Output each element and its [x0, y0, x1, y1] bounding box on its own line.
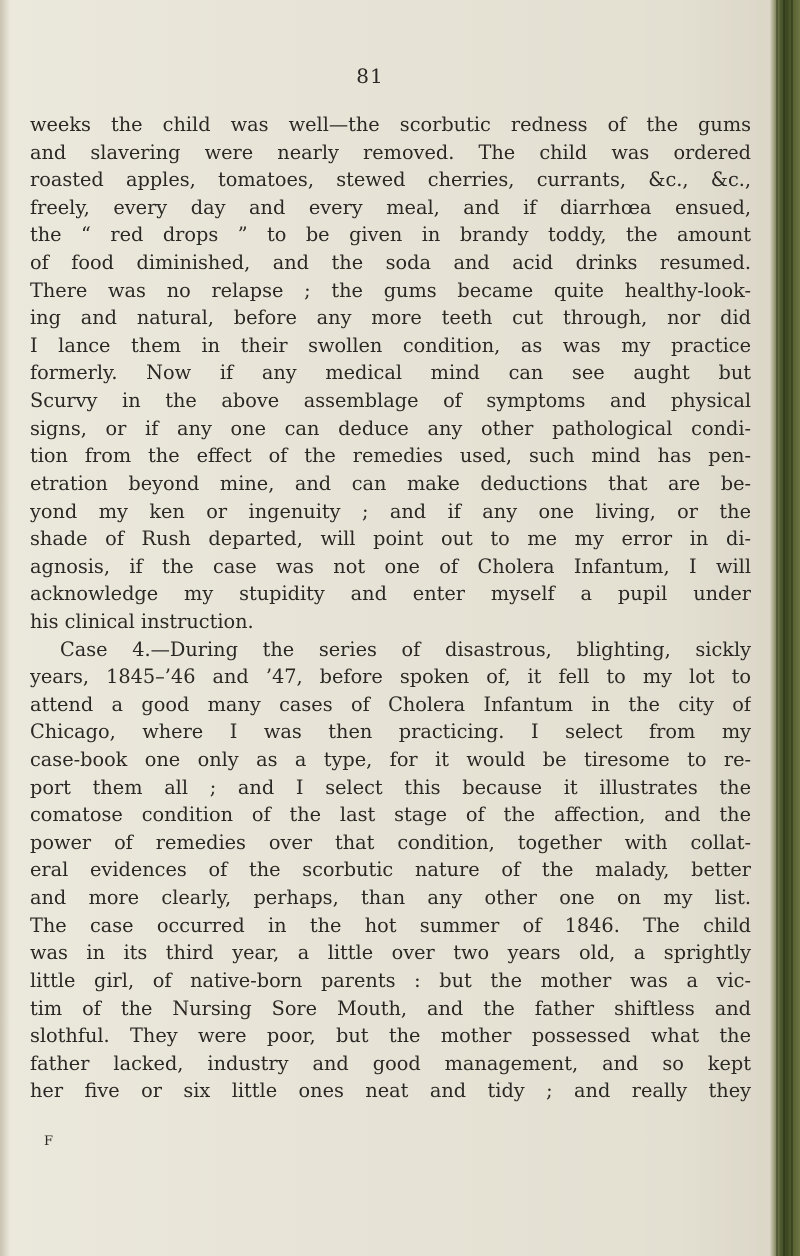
text-line: Case 4.—During the series of disastrous, blighting, sickly	[60, 637, 751, 661]
text-line: and slavering were nearly removed. The child was ordered	[30, 140, 751, 164]
text-line: Scurvy in the above assemblage of symptoms and physical	[30, 389, 751, 413]
text-line: port them all ; and I select this because it illustrates the	[30, 775, 751, 799]
text-line: eral evidences of the scorbutic nature of the malady, better	[30, 858, 751, 882]
text-line: agnosis, if the case was not one of Cholera Infantum, I will	[30, 554, 751, 578]
text-line: signs, or if any one can deduce any other pathological condi-	[30, 416, 751, 440]
text-line: I lance them in their swollen condition, as was my practice	[30, 333, 751, 357]
text-line: acknowledge my stupidity and enter myself a pupil under	[30, 582, 751, 606]
text-line: years, 1845–’46 and ’47, before spoken of, it fell to my lot to	[30, 665, 751, 689]
text-line: shade of Rush departed, will point out to me my error in di-	[30, 527, 751, 551]
text-line: ing and natural, before any more teeth cut through, nor did	[30, 306, 751, 330]
text-line: was in its third year, a little over two years old, a sprightly	[30, 941, 751, 965]
text-line: The case occurred in the hot summer of 1846. The child	[30, 913, 751, 937]
text-line: power of remedies over that condition, together with collat-	[30, 830, 751, 854]
text-line: of food diminished, and the soda and acid drinks resumed.	[30, 251, 751, 275]
signature-mark: F	[44, 1134, 55, 1149]
text-line: freely, every day and every meal, and if diarrhœa ensued,	[30, 195, 751, 219]
text-line: formerly. Now if any medical mind can see aught but	[30, 361, 751, 385]
page-left-edge-shadow	[0, 0, 10, 1256]
text-line: weeks the child was well—the scorbutic redness of the gums	[30, 113, 751, 136]
text-line: roasted apples, tomatoes, stewed cherries, currants, &c., &c.,	[30, 168, 751, 192]
text-line: his clinical instruction.	[30, 609, 254, 633]
text-line: comatose condition of the last stage of the affection, and the	[30, 803, 751, 827]
text-line: attend a good many cases of Cholera Infantum in the city of	[30, 692, 751, 716]
text-line: slothful. They were poor, but the mother possessed what the	[30, 1024, 751, 1048]
text-line: tion from the effect of the remedies used, such mind has pen-	[30, 444, 751, 468]
text-line: There was no relapse ; the gums became quite healthy-look-	[30, 278, 751, 302]
text-line: father lacked, industry and good management, and so kept	[30, 1051, 751, 1075]
text-line: little girl, of native-born parents : but the mother was a vic-	[30, 968, 751, 992]
text-line: the “ red drops ” to be given in brandy toddy, the amount	[30, 223, 751, 247]
text-line: and more clearly, perhaps, than any other one on my list.	[30, 886, 751, 910]
text-line: etration beyond mine, and can make deductions that are be-	[30, 471, 751, 495]
body-text	[30, 111, 751, 1105]
page-number: 81	[356, 64, 384, 88]
text-line: case-book one only as a type, for it would be tiresome to re-	[30, 748, 751, 772]
text-line: yond my ken or ingenuity ; and if any one living, or the	[30, 499, 751, 523]
book-binding-edge	[770, 0, 800, 1256]
text-line: Chicago, where I was then practicing. I select from my	[30, 720, 751, 744]
text-line: tim of the Nursing Sore Mouth, and the father shiftless and	[30, 996, 751, 1020]
text-line: her five or six little ones neat and tidy ; and really they	[30, 1079, 751, 1103]
